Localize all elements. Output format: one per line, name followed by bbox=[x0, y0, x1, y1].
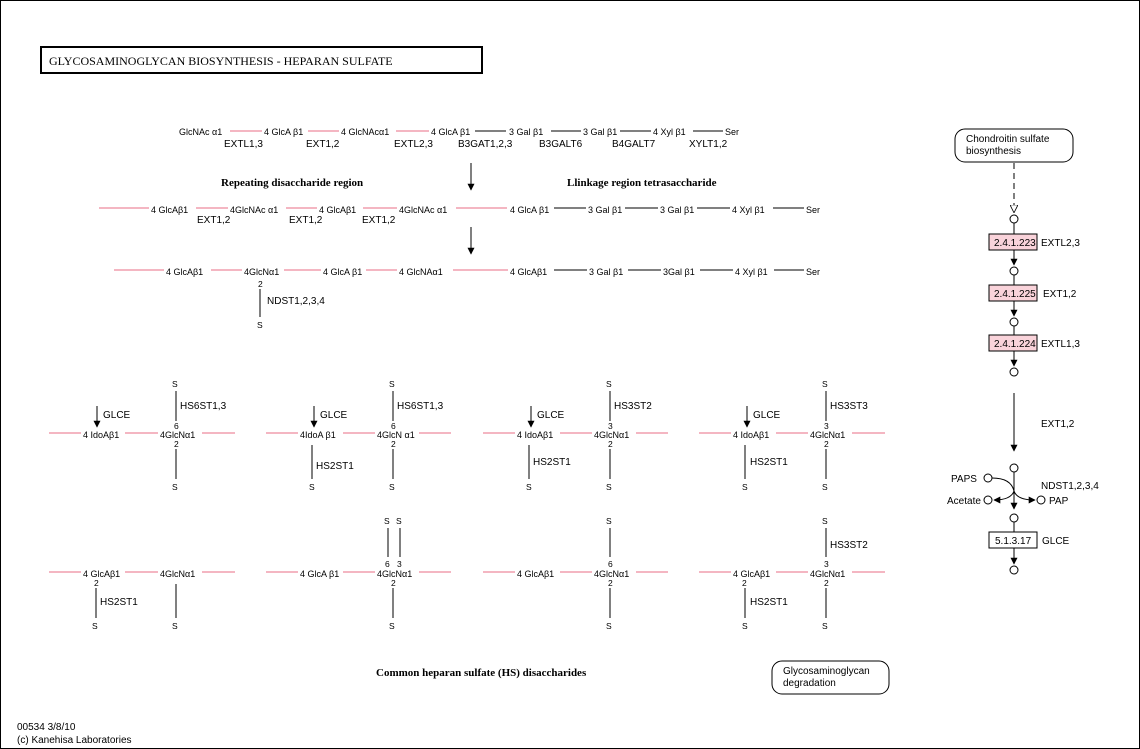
sugar: 4 GlcNAα1 bbox=[399, 267, 443, 277]
page-title: GLYCOSAMINOGLYCAN BIOSYNTHESIS - HEPARAN SULFATE bbox=[49, 54, 393, 68]
enzyme-label[interactable]: B3GAT1,2,3 bbox=[458, 139, 513, 150]
sugar: 4GlcNα1 bbox=[810, 430, 846, 440]
position-number: 2 bbox=[608, 439, 613, 449]
enzyme-label[interactable]: HS6ST1,3 bbox=[180, 401, 227, 412]
compound-node bbox=[1010, 318, 1018, 326]
sulfate-label: S bbox=[606, 482, 612, 492]
region-label-repeating: Repeating disaccharide region bbox=[221, 177, 364, 189]
sugar: 4 GlcA β1 bbox=[300, 569, 340, 579]
sulfate-label: S bbox=[389, 379, 395, 389]
gene-label[interactable]: EXT1,2 bbox=[1043, 289, 1077, 300]
hs-unit-row2-4 bbox=[699, 516, 885, 631]
hs-unit-row1-2 bbox=[266, 379, 451, 492]
sulfate-label: S bbox=[526, 482, 532, 492]
compound-node bbox=[1010, 566, 1018, 574]
sugar: 4GlcNα1 bbox=[377, 569, 413, 579]
position-number: 2 bbox=[391, 578, 396, 588]
sulfate-label: S bbox=[742, 621, 748, 631]
sugar: Ser bbox=[806, 267, 821, 277]
overview-pathway bbox=[947, 163, 1099, 574]
sugar: 4GlcN α1 bbox=[377, 430, 415, 440]
compound-label[interactable]: PAPS bbox=[951, 474, 977, 485]
compound-paps bbox=[984, 474, 992, 482]
sugar: 3 Gal β1 bbox=[589, 267, 624, 277]
footer-copyright: (c) Kanehisa Laboratories bbox=[17, 735, 132, 746]
enzyme-label[interactable]: XYLT1,2 bbox=[689, 139, 728, 150]
sulfate-label: S bbox=[822, 516, 828, 526]
sugar: 4 GlcA β1 bbox=[431, 127, 471, 137]
ec-box-2.4.1.225[interactable] bbox=[989, 285, 1037, 301]
gene-label[interactable]: GLCE bbox=[1042, 536, 1070, 547]
map-link-line: Glycosaminoglycan bbox=[783, 666, 870, 677]
position-number: 6 bbox=[385, 559, 390, 569]
sugar: 3 Gal β1 bbox=[509, 127, 544, 137]
compound-node bbox=[1010, 514, 1018, 522]
compound-node bbox=[1010, 368, 1018, 376]
enzyme-label[interactable]: EXTL2,3 bbox=[394, 139, 433, 150]
gene-label[interactable]: NDST1,2,3,4 bbox=[1041, 481, 1099, 492]
sugar: 4 GlcA β1 bbox=[510, 205, 550, 215]
enzyme-label[interactable]: EXT1,2 bbox=[306, 139, 340, 150]
sugar: 4 GlcA β1 bbox=[323, 267, 363, 277]
position-number: 2 bbox=[174, 439, 179, 449]
enzyme-label[interactable]: EXT1,2 bbox=[197, 215, 231, 226]
hs-unit-row2-2 bbox=[266, 516, 451, 631]
sulfate-label: S bbox=[172, 621, 178, 631]
sugar: 4 Xyl β1 bbox=[732, 205, 765, 215]
sulfate-label: S bbox=[257, 320, 263, 330]
compound-acetate bbox=[984, 496, 992, 504]
sugar: 4 GlcAβ1 bbox=[510, 267, 548, 277]
map-link-line: degradation bbox=[783, 678, 836, 689]
sugar: 4GlcNα1 bbox=[160, 569, 196, 579]
sugar: 4 Xyl β1 bbox=[735, 267, 768, 277]
chain-1 bbox=[179, 127, 739, 150]
sugar: GlcNAc α1 bbox=[179, 127, 223, 137]
gene-label[interactable]: EXTL1,3 bbox=[1041, 339, 1080, 350]
sugar: 4IdoA β1 bbox=[300, 430, 336, 440]
sulfate-label: S bbox=[389, 482, 395, 492]
enzyme-label[interactable]: HS2ST1 bbox=[533, 457, 571, 468]
enzyme-label[interactable]: NDST1,2,3,4 bbox=[267, 296, 325, 307]
position-number: 2 bbox=[258, 279, 263, 289]
sulfate-label: S bbox=[172, 379, 178, 389]
sulfate-label: S bbox=[384, 516, 390, 526]
position-number: 3 bbox=[608, 421, 613, 431]
position-number: 2 bbox=[742, 578, 747, 588]
enzyme-label[interactable]: GLCE bbox=[753, 410, 781, 421]
sugar: Ser bbox=[725, 127, 740, 137]
sugar: 4 GlcA β1 bbox=[264, 127, 304, 137]
sulfate-label: S bbox=[389, 621, 395, 631]
sulfate-label: S bbox=[92, 621, 98, 631]
position-number: 2 bbox=[391, 439, 396, 449]
sulfate-label: S bbox=[822, 379, 828, 389]
sulfate-label: S bbox=[396, 516, 402, 526]
map-link-chondroitin[interactable] bbox=[955, 129, 1073, 162]
enzyme-label[interactable]: HS2ST1 bbox=[316, 461, 354, 472]
enzyme-label[interactable]: HS3ST2 bbox=[614, 401, 652, 412]
sugar: 4GlcNα1 bbox=[594, 430, 630, 440]
sugar: 3 Gal β1 bbox=[588, 205, 623, 215]
map-link-line: biosynthesis bbox=[966, 146, 1022, 157]
enzyme-label[interactable]: B4GALT7 bbox=[612, 139, 656, 150]
map-link-degradation[interactable] bbox=[772, 661, 889, 694]
ec-box-5.1.3.17[interactable] bbox=[989, 532, 1037, 548]
position-number: 6 bbox=[174, 421, 179, 431]
sugar: 4 GlcAβ1 bbox=[733, 569, 771, 579]
position-number: 3 bbox=[397, 559, 402, 569]
sugar: 4GlcNα1 bbox=[160, 430, 196, 440]
sugar: 4 IdoAβ1 bbox=[733, 430, 770, 440]
sugar: 4 GlcAβ1 bbox=[517, 569, 555, 579]
enzyme-label[interactable]: GLCE bbox=[320, 410, 348, 421]
enzyme-label[interactable]: EXTL1,3 bbox=[224, 139, 263, 150]
enzyme-label[interactable]: GLCE bbox=[537, 410, 565, 421]
sugar: 4GlcNα1 bbox=[810, 569, 846, 579]
ec-box-2.4.1.223[interactable] bbox=[989, 234, 1037, 250]
enzyme-label[interactable]: EXT1,2 bbox=[289, 215, 323, 226]
ec-number: 5.1.3.17 bbox=[995, 536, 1032, 547]
sugar: 4GlcNα1 bbox=[594, 569, 630, 579]
footer-code: 00534 3/8/10 bbox=[17, 722, 76, 733]
ec-box-2.4.1.224[interactable] bbox=[989, 335, 1037, 351]
position-number: 2 bbox=[94, 578, 99, 588]
sugar: 4 GlcAβ1 bbox=[319, 205, 357, 215]
sugar: 3Gal β1 bbox=[663, 267, 695, 277]
position-number: 3 bbox=[824, 421, 829, 431]
enzyme-label[interactable]: HS2ST1 bbox=[100, 597, 138, 608]
enzyme-label[interactable]: HS3ST3 bbox=[830, 401, 868, 412]
sugar: 3 Gal β1 bbox=[660, 205, 695, 215]
compound-node bbox=[1010, 215, 1018, 223]
ec-number: 2.4.1.225 bbox=[994, 289, 1036, 300]
position-number: 2 bbox=[824, 578, 829, 588]
position-number: 2 bbox=[608, 578, 613, 588]
sulfate-label: S bbox=[172, 482, 178, 492]
sugar: 4GlcNAc α1 bbox=[399, 205, 448, 215]
hs-unit-row2-1 bbox=[49, 569, 235, 631]
compound-node bbox=[1010, 267, 1018, 275]
position-number: 2 bbox=[824, 439, 829, 449]
sulfate-label: S bbox=[606, 516, 612, 526]
enzyme-label[interactable]: EXT1,2 bbox=[362, 215, 396, 226]
sulfate-label: S bbox=[822, 482, 828, 492]
compound-label[interactable]: PAP bbox=[1049, 496, 1069, 507]
region-label-common: Common heparan sulfate (HS) disaccharides bbox=[376, 667, 587, 679]
enzyme-label[interactable]: HS6ST1,3 bbox=[397, 401, 444, 412]
ec-number: 2.4.1.224 bbox=[994, 339, 1036, 350]
sugar: 4GlcNα1 bbox=[244, 267, 280, 277]
pathway-diagram bbox=[1, 1, 1139, 748]
sulfate-label: S bbox=[822, 621, 828, 631]
chain-2 bbox=[99, 205, 820, 226]
compound-node bbox=[1010, 464, 1018, 472]
compound-pap bbox=[1037, 496, 1045, 504]
ec-number: 2.4.1.223 bbox=[994, 238, 1036, 249]
position-number: 3 bbox=[824, 559, 829, 569]
sugar: 3 Gal β1 bbox=[583, 127, 618, 137]
sugar: 4 GlcNAcα1 bbox=[341, 127, 390, 137]
gene-label[interactable]: EXTL2,3 bbox=[1041, 238, 1080, 249]
sugar: 4GlcNAc α1 bbox=[230, 205, 279, 215]
gene-label[interactable]: EXT1,2 bbox=[1041, 419, 1075, 430]
sulfate-label: S bbox=[606, 621, 612, 631]
hs-unit-row1-3 bbox=[483, 379, 668, 492]
sugar: 4 GlcAβ1 bbox=[166, 267, 204, 277]
chain-3 bbox=[114, 267, 820, 330]
enzyme-label[interactable]: HS2ST1 bbox=[750, 597, 788, 608]
sugar: 4 IdoAβ1 bbox=[83, 430, 120, 440]
position-number: 6 bbox=[391, 421, 396, 431]
sulfate-label: S bbox=[742, 482, 748, 492]
sulfate-label: S bbox=[309, 482, 315, 492]
sugar: Ser bbox=[806, 205, 821, 215]
enzyme-label[interactable]: HS3ST2 bbox=[830, 540, 868, 551]
position-number: 6 bbox=[608, 559, 613, 569]
sugar: 4 Xyl β1 bbox=[653, 127, 686, 137]
region-label-linkage: Llinkage region tetrasaccharide bbox=[567, 177, 717, 189]
hs-unit-row1-1 bbox=[49, 379, 235, 492]
enzyme-label[interactable]: GLCE bbox=[103, 410, 131, 421]
hs-unit-row2-3 bbox=[483, 516, 668, 631]
map-link-line: Chondroitin sulfate bbox=[966, 134, 1050, 145]
sugar: 4 GlcAβ1 bbox=[151, 205, 189, 215]
compound-label[interactable]: Acetate bbox=[947, 496, 981, 507]
sugar: 4 IdoAβ1 bbox=[517, 430, 554, 440]
enzyme-label[interactable]: B3GALT6 bbox=[539, 139, 583, 150]
hs-unit-row1-4 bbox=[699, 379, 885, 492]
sulfate-label: S bbox=[606, 379, 612, 389]
enzyme-label[interactable]: HS2ST1 bbox=[750, 457, 788, 468]
sugar: 4 GlcAβ1 bbox=[83, 569, 121, 579]
